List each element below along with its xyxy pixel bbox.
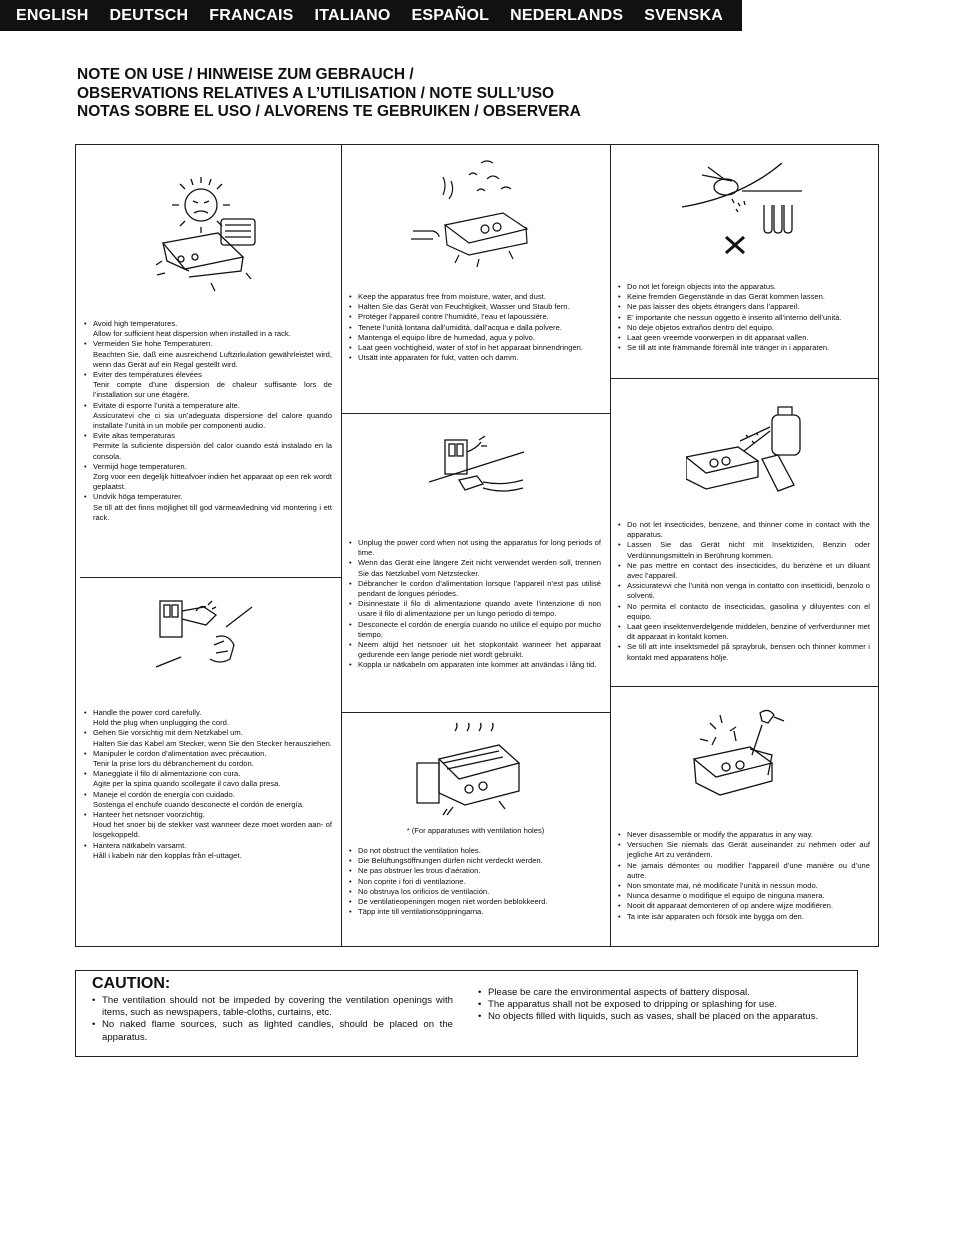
list-item: • Vermijd hoge temperaturen. Zorg voor een degelijk hitteafvoer indien het apparaat op een rek wordt geplaatst. (84, 462, 332, 493)
list-item: • Do not let foreign objects into the apparatus. (618, 282, 870, 292)
list-item: • De ventilatieopeningen mogen niet worden beblokkeerd. (349, 897, 601, 907)
cord-text (84, 708, 332, 861)
foreign-objects-cell (610, 145, 878, 378)
list-item: • Non coprite i fori di ventilazione. (349, 877, 601, 887)
list-item: • Ne pas obstruer les trous d’aération. (349, 866, 601, 876)
notes-grid (75, 144, 879, 947)
page-title (77, 66, 581, 122)
disassemble-text (618, 830, 870, 922)
list-item: • Halten Sie das Gerät von Feuchtigkeit, Wasser und Staub fern. (349, 302, 601, 312)
ventilation-text (349, 846, 601, 917)
title-line: OBSERVATIONS RELATIVES A L’UTILISATION / NOTE SULL’USO (77, 84, 555, 102)
list-item: • Versuchen Sie niemals das Gerät auseinander zu nehmen oder auf jegliche Art zu verändern. (618, 840, 870, 860)
lang-deutsch: DEUTSCH (109, 6, 189, 24)
list-item: • Do not let insecticides, benzene, and thinner come in contact with the apparatus. (618, 520, 870, 540)
list-item: • Die Belüftungsöffnungen dürfen nicht verdeckt werden. (349, 856, 601, 866)
list-item: • Koppla ur nätkabeln om apparaten inte kommer att användas i lång tid. (349, 660, 601, 670)
unplug-cell (341, 413, 610, 712)
list-item: • Vermeiden Sie hohe Temperaturen. Beachten Sie, daß eine ausreichend Luftzirkulation gewährleistet wird, wenn das Gerät auf ein Regal gestellt wird. (84, 339, 332, 370)
heat-text (84, 319, 332, 523)
lang-francais: FRANCAIS (209, 6, 294, 24)
list-item: • Manipuler le cordon d’alimentation avec précaution. Tenir la prise lors du débranchement du cordon. (84, 749, 332, 769)
list-item: • Lassen Sie das Gerät nicht mit Insektiziden, Benzin oder Verdünnungsmitteln in Berührung kommen. (618, 540, 870, 560)
title-line: NOTAS SOBRE EL USO / ALVORENS TE GEBRUIKEN / OBSERVERA (77, 103, 581, 120)
list-item: • Débrancher le cordon d’alimentation lorsque l’appareil n’est pas utilisé pendant de longues périodes. (349, 579, 601, 599)
caution-left-list (92, 995, 453, 1044)
list-item: • No naked flame sources, such as lighted candles, should be placed on the apparatus. (92, 1019, 453, 1043)
column-1 (76, 145, 342, 946)
list-item: • Assicuratevvi che l’unità non venga in contatto con insetticidi, benzolo o solventi. (618, 581, 870, 601)
list-item: • Neem altijd het netsnoer uit het stopkontakt wanneer het apparaat gedurende een lange periode niet wordt gebruikt. (349, 640, 601, 660)
foreign-objects-illustration (682, 159, 812, 264)
list-item: • Hanteer het netsnoer voorzichtig. Houd het snoer bij de stekker vast wanneer deze moet worden aan- of losgekoppeld. (84, 810, 332, 841)
list-item: • Se till att inte främmande föremål inte tränger in i apparaten. (618, 343, 870, 353)
list-item: • Mantenga el equipo libre de humedad, agua y polvo. (349, 333, 601, 343)
list-item: • Nooit dit apparaat demonteren of op andere wijze modifiëren. (618, 901, 870, 911)
list-item: • Ta inte isär apparaten och försök inte bygga om den. (618, 912, 870, 922)
list-item: • Maneje el cordón de energía con cuidado. Sostenga el enchufe cuando desconecte el cordón de energía. (84, 790, 332, 810)
list-item: • Täpp inte till ventilationsöppningarna. (349, 907, 601, 917)
list-item: • Evite altas temperaturas Permite la suficiente dispersión del calor cuando está instalado en la consola. (84, 431, 332, 462)
list-item: • Se till att inte insektsmedel på spraybruk, bensen och thinner kommer i kontakt med apparatens hölje. (618, 642, 870, 662)
caution-box (75, 970, 858, 1057)
power-cord-illustration (156, 597, 256, 677)
lang-italiano: ITALIANO (314, 6, 391, 24)
list-item: • No deje objetos extraños dentro del equipo. (618, 323, 870, 333)
lang-espanol: ESPAÑOL (411, 6, 490, 24)
list-item: • Maneggiate il filo di alimentazione con cura. Agite per la spina quando scollegate il cavo dalla presa. (84, 769, 332, 789)
list-item: • Gehen Sie vorsichtig mit dem Netzkabel um. Halten Sie das Kabel am Stecker, wenn Sie den Stecker herausziehen. (84, 728, 332, 748)
list-item: • Wenn das Gerät eine längere Zeit nicht verwendet werden soll, trennen Sie das Netzkabel vom Netzstecker. (349, 558, 601, 578)
list-item: • No obstruya los orificios de ventilación. (349, 887, 601, 897)
list-item: • Ne pas mettre en contact des insecticides, du benzène et un diluant avec l’appareil. (618, 561, 870, 581)
moisture-illustration (409, 159, 539, 269)
list-item: • Protéger l’appareil contre l’humidité, l’eau et lapoussière. (349, 312, 601, 322)
moisture-text (349, 292, 601, 363)
list-item: • Keep the apparatus free from moisture, water, and dust. (349, 292, 601, 302)
ventilation-illustration (413, 723, 533, 818)
unplug-text (349, 538, 601, 671)
lang-english: ENGLISH (16, 6, 89, 24)
divider (80, 577, 341, 578)
list-item: • Keine fremden Gegenstände in das Gerät kommen lassen. (618, 292, 870, 302)
caution-heading: CAUTION: (92, 975, 171, 992)
ventilation-cell (341, 712, 610, 948)
list-item: • Please be care the environmental aspects of battery disposal. (478, 987, 840, 999)
list-item: • Nunca desarme o modifique el equipo de ninguna manera. (618, 891, 870, 901)
list-item: • Do not obstruct the ventilation holes. (349, 846, 601, 856)
list-item: • Handle the power cord carefully. Hold the plug when unplugging the cord. (84, 708, 332, 728)
insecticide-text (618, 520, 870, 663)
list-item: • Never disassemble or modify the apparatus in any way. (618, 830, 870, 840)
list-item: • Utsätt inte apparaten för fukt, vatten och damm. (349, 353, 601, 363)
ventilation-note: * (For apparatuses with ventilation holes) (406, 826, 545, 835)
insecticide-cell (610, 378, 878, 686)
list-item: • Eviter des températures élevées Tenir compte d’une dispersion de chaleur suffisante lors de l’installation sur une étagère. (84, 370, 332, 401)
language-bar (0, 0, 742, 31)
lang-svenska: SVENSKA (644, 6, 723, 24)
column-2 (341, 145, 611, 946)
list-item: • The ventilation should not be impeded by covering the ventilation openings with items, such as newspapers, table-cloths, curtains, etc. (92, 995, 453, 1019)
unplug-illustration (429, 432, 529, 507)
moisture-cell (341, 145, 610, 413)
list-item: • No permita el contacto de insecticidas, gasolina y diluyentes con el equipo. (618, 602, 870, 622)
lang-nederlands: NEDERLANDS (510, 6, 624, 24)
disassemble-cell (610, 686, 878, 948)
heat-illustration (151, 175, 266, 295)
disassemble-illustration (690, 705, 800, 810)
list-item: • No objects filled with liquids, such as vases, shall be placed on the apparatus. (478, 1011, 840, 1023)
insecticide-illustration (686, 397, 816, 502)
list-item: • E’ importante che nessun oggetto è inserito all’interno dell’unità. (618, 313, 870, 323)
list-item: • The apparatus shall not be exposed to dripping or splashing for use. (478, 999, 840, 1011)
list-item: • Non smontate mai, nè modificate l’unità in nessun modo. (618, 881, 870, 891)
list-item: • Hantera nätkabeln varsamt. Håll i kabeln när den kopplas från el-uttaget. (84, 841, 332, 861)
list-item: • Unplug the power cord when not using the apparatus for long periods of time. (349, 538, 601, 558)
list-item: • Laat geen vochtigheid, water of stof in het apparaat binnendringen. (349, 343, 601, 353)
list-item: • Laat geen insektenverdelgende middelen, benzine of verfverdunner met dit apparaat in kontakt komen. (618, 622, 870, 642)
list-item: • Ne pas laisser des objets étrangers dans l’appareil. (618, 302, 870, 312)
caution-right-list (478, 987, 840, 1024)
list-item: • Desconecte el cordón de energía cuando no utilice el equipo por mucho tiempo. (349, 620, 601, 640)
title-line: NOTE ON USE / HINWEISE ZUM GEBRAUCH / (77, 66, 414, 83)
list-item: • Ne jamais démonter ou modifier l’appareil d’une manière ou d’une autre. (618, 861, 870, 881)
column-3 (610, 145, 878, 946)
list-item: • Undvik höga temperaturer. Se till att det finns möjlighet till god värmeavledning vid montering i ett rack. (84, 492, 332, 523)
list-item: • Tenete l’unità lontana dall’umidità, dall’acqua e dalla polvere. (349, 323, 601, 333)
foreign-objects-text (618, 282, 870, 353)
list-item: • Evitate di esporre l’unità a temperature alte. Assicuratevi che ci sia un’adeguata dispersione del calore quando installate l’unità in un mobile per componenti audio. (84, 401, 332, 432)
list-item: • Disinnestate il filo di alimentazione quando avete l’intenzione di non usare il filo di alimentazione per un lungo periodo di tempo. (349, 599, 601, 619)
list-item: • Avoid high temperatures. Allow for sufficient heat dispersion when installed in a rack. (84, 319, 332, 339)
list-item: • Laat geen vreemde voorwerpen in dit apparaat vallen. (618, 333, 870, 343)
